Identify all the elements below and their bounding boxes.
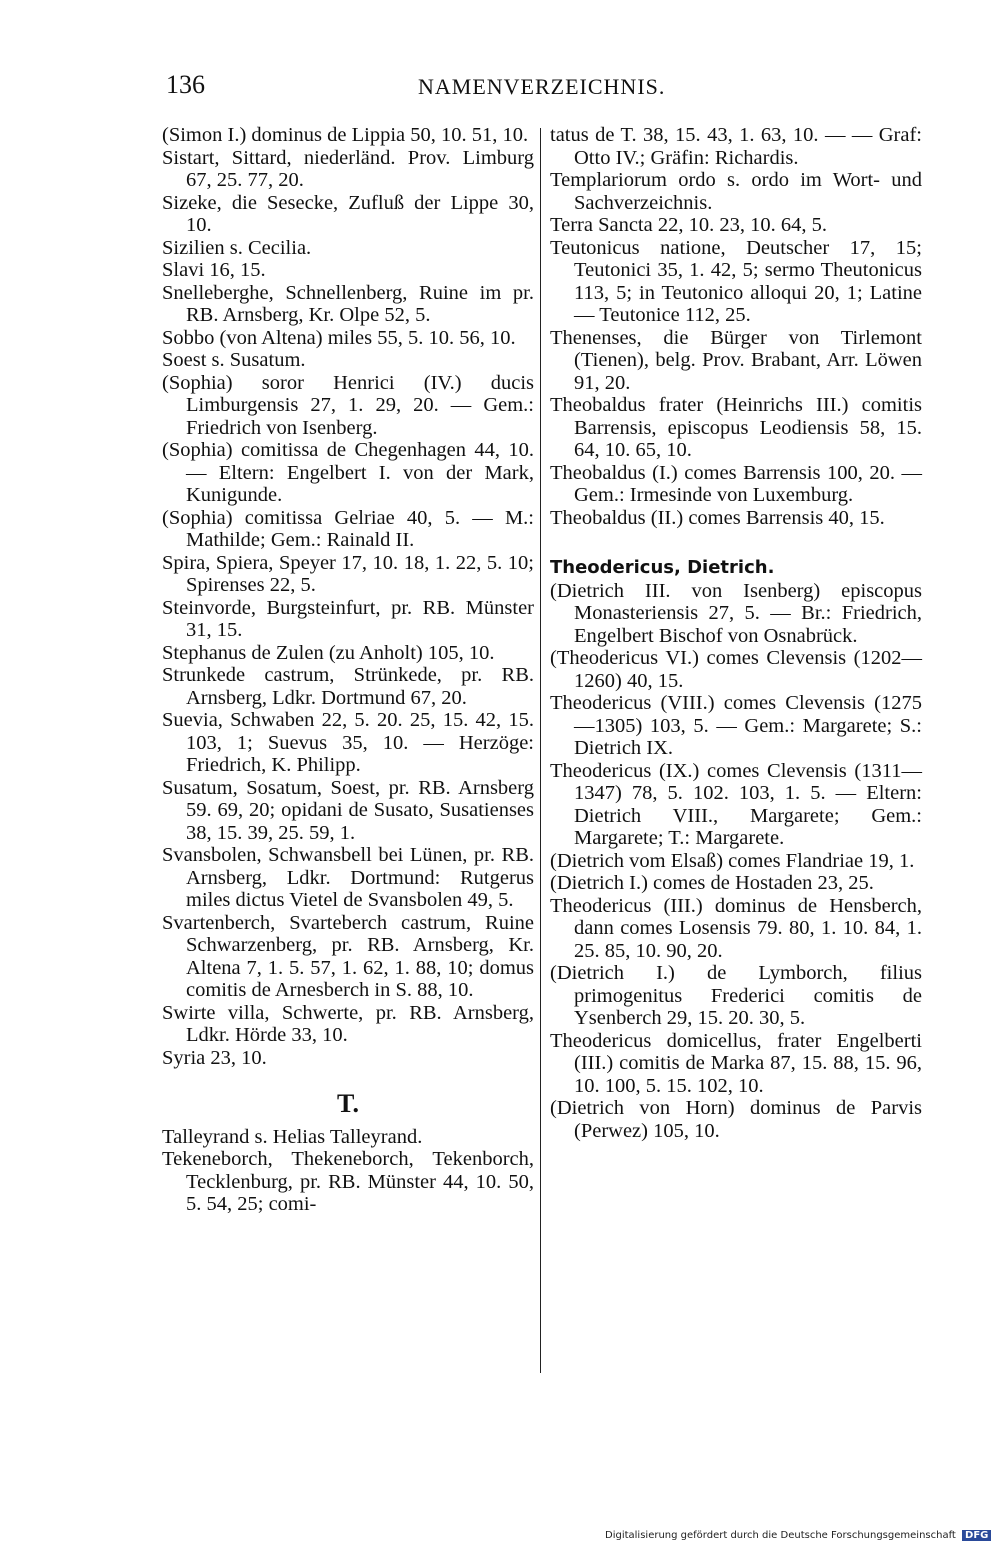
index-entry: Slavi 16, 15. bbox=[162, 259, 266, 281]
index-entry: Steinvorde, Burgsteinfurt, pr. RB. Münster 31, 15. bbox=[162, 596, 534, 641]
section-head-entry: Theodericus, Dietrich. bbox=[550, 557, 775, 578]
index-entry: Suevia, Schwaben 22, 5. 20. 25, 15. 42, 15. 103, 1; Suevus 35, 10. — Herzöge: Friedrich, K. Philipp. bbox=[162, 709, 534, 776]
index-entry: (Dietrich I.) de Lymborch, filius primogenitus Frederici comitis de Ysenberch 29, 15. 20. 30, 5. bbox=[550, 962, 922, 1029]
index-entry: Talleyrand s. Helias Talleyrand. bbox=[162, 1125, 423, 1148]
index-entry: Svartenberch, Svarteberch castrum, Ruine Schwarzenberg, pr. RB. Arnsberg, Kr. Altena 7, 1. 5. 57, 1. 62, 1. 88, 10; domus comitis de Arnesberch in S. 88, 10. bbox=[162, 911, 534, 1001]
index-entry: Theodericus (IX.) comes Clevensis (1311—1347) 78, 5. 102. 103, 1. 5. — Eltern: Dietrich VIII., Margarete; Gem.: Margarete; T.: Margarete. bbox=[550, 759, 922, 849]
index-entry: (Sophia) soror Henrici (IV.) ducis Limburgensis 27, 1. 29, 20. — Gem.: Friedrich von Isenberg. bbox=[162, 371, 534, 439]
section-letter: T. bbox=[337, 1089, 359, 1118]
index-entry: (Dietrich III. von Isenberg) episcopus Monasteriensis 27, 5. — Br.: Friedrich, Engelbert Bischof von Osnabrück. bbox=[550, 579, 922, 647]
index-entry: (Theodericus VI.) comes Clevensis (1202—1260) 40, 15. bbox=[550, 647, 922, 692]
index-entry: Theodericus (VIII.) comes Clevensis (1275—1305) 103, 5. — Gem.: Margarete; S.: Dietrich IX. bbox=[550, 692, 922, 759]
index-entry: Theodericus domicellus, frater Engelberti (III.) comitis de Marka 87, 15. 88, 15. 96, 10. 100, 5. 15. 102, 10. bbox=[550, 1029, 922, 1097]
dfg-logo: DFG bbox=[962, 1530, 991, 1541]
page-number: 136 bbox=[166, 70, 205, 99]
index-entry: Sistart, Sittard, niederländ. Prov. Limburg 67, 25. 77, 20. bbox=[162, 146, 534, 191]
column-divider bbox=[540, 128, 541, 1373]
index-entry: Theobaldus (I.) comes Barrensis 100, 20. — Gem.: Irmesinde von Luxemburg. bbox=[550, 461, 922, 506]
index-entry: Theobaldus (II.) comes Barrensis 40, 15. bbox=[550, 506, 885, 529]
digitization-footer bbox=[605, 1530, 991, 1541]
index-entry: Thenenses, die Bürger von Tirlemont (Tienen), belg. Prov. Brabant, Arr. Löwen 91, 20. bbox=[550, 326, 922, 394]
index-entry: Theobaldus frater (Heinrichs III.) comitis Barrensis, episcopus Leodiensis 58, 15. 64, 10. 65, 10. bbox=[550, 394, 922, 461]
index-entry: Theodericus (III.) dominus de Hensberch, dann comes Losensis 79. 80, 1. 10. 84, 1. 25. 85, 10. 90, 20. bbox=[550, 894, 922, 962]
footer-text: Digitalisierung gefördert durch die Deutsche Forschungsgemeinschaft bbox=[605, 1530, 956, 1541]
index-entry: Susatum, Sosatum, Soest, pr. RB. Arnsberg 59. 69, 20; opidani de Susato, Susatienses 38, 15. 39, 25. 59, 1. bbox=[162, 776, 534, 844]
index-entry: Soest s. Susatum. bbox=[162, 349, 306, 371]
running-title: NAMENVERZEICHNIS. bbox=[418, 74, 666, 99]
index-entry: Snelleberghe, Schnellenberg, Ruine im pr. RB. Arnsberg, Kr. Olpe 52, 5. bbox=[162, 281, 534, 326]
index-entry: Swirte villa, Schwerte, pr. RB. Arnsberg, Ldkr. Hörde 33, 10. bbox=[162, 1001, 534, 1046]
index-entry: Spira, Spiera, Speyer 17, 10. 18, 1. 22, 5. 10; Spirenses 22, 5. bbox=[162, 551, 534, 596]
index-entry: (Dietrich vom Elsaß) comes Flandriae 19, 1. bbox=[550, 849, 915, 872]
index-entry: Stephanus de Zulen (zu Anholt) 105, 10. bbox=[162, 641, 495, 664]
index-entry: tatus de T. 38, 15. 43, 1. 63, 10. — — Graf: Otto IV.; Gräfin: Richardis. bbox=[550, 124, 922, 169]
index-entry: Terra Sancta 22, 10. 23, 10. 64, 5. bbox=[550, 214, 827, 236]
index-entry: Sizeke, die Sesecke, Zufluß der Lippe 30, 10. bbox=[162, 191, 534, 236]
index-entry: (Sophia) comitissa Gelriae 40, 5. — M.: Mathilde; Gem.: Rainald II. bbox=[162, 506, 534, 551]
index-entry: (Sophia) comitissa de Chegenhagen 44, 10. — Eltern: Engelbert I. von der Mark, Kunigunde. bbox=[162, 439, 534, 506]
left-column bbox=[162, 124, 534, 1216]
index-entry: Syria 23, 10. bbox=[162, 1046, 267, 1069]
index-entry: Sizilien s. Cecilia. bbox=[162, 236, 312, 259]
index-entry: Tekeneborch, Thekeneborch, Tekenborch, Tecklenburg, pr. RB. Münster 44, 10. 50, 5. 54, 25; comi- bbox=[162, 1148, 534, 1215]
index-entry: Sobbo (von Altena) miles 55, 5. 10. 56, 10. bbox=[162, 326, 516, 349]
right-column bbox=[550, 124, 922, 1142]
index-entry: Templariorum ordo s. ordo im Wort- und Sachverzeichnis. bbox=[550, 169, 922, 214]
index-entry: Teutonicus natione, Deutscher 17, 15; Teutonici 35, 1. 42, 5; sermo Theutonicus 113, 5; in Teutonico alloqui 20, 1; Latine — Teutonice 112, 25. bbox=[550, 236, 922, 326]
index-entry: (Dietrich I.) comes de Hostaden 23, 25. bbox=[550, 872, 874, 894]
index-entry: (Simon I.) dominus de Lippia 50, 10. 51, 10. bbox=[162, 124, 529, 146]
index-entry: (Dietrich von Horn) dominus de Parvis (Perwez) 105, 10. bbox=[550, 1097, 922, 1142]
index-entry: Strunkede castrum, Strünkede, pr. RB. Arnsberg, Ldkr. Dortmund 67, 20. bbox=[162, 664, 534, 709]
page-header bbox=[158, 70, 928, 110]
index-entry: Svansbolen, Schwansbell bei Lünen, pr. RB. Arnsberg, Ldkr. Dortmund: Rutgerus miles dictus Vietel de Svansbolen 49, 5. bbox=[162, 844, 534, 911]
